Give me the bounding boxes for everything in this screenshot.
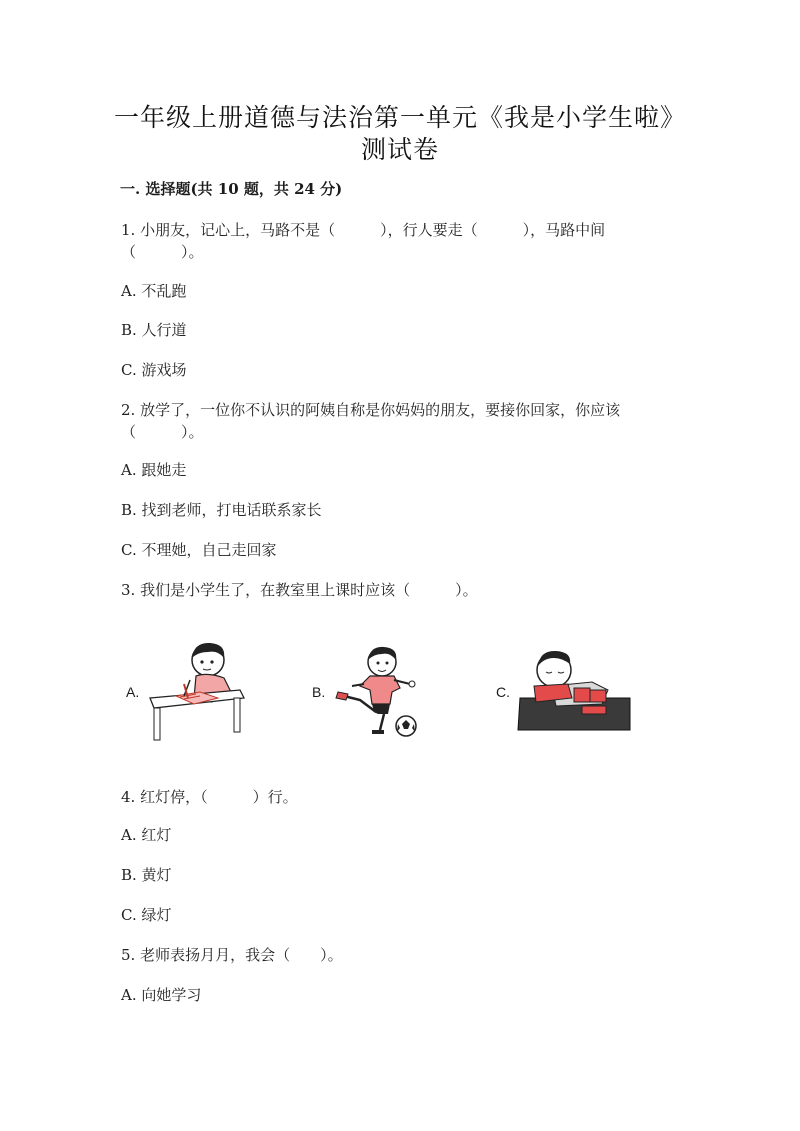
boy-writing-at-desk-illustration[interactable] xyxy=(140,638,250,743)
question-2-option-a[interactable]: A. 跟她走 xyxy=(121,461,187,479)
question-1-option-c[interactable]: C. 游戏场 xyxy=(121,361,187,379)
question-5-stem: 5. 老师表扬月月，我会（ ）。 xyxy=(121,946,343,964)
question-4-stem: 4. 红灯停，（ ）行。 xyxy=(121,788,298,806)
question-4-option-b[interactable]: B. 黄灯 xyxy=(121,866,172,884)
question-1-option-b[interactable]: B. 人行道 xyxy=(121,321,187,339)
question-2-option-b[interactable]: B. 找到老师，打电话联系家长 xyxy=(121,501,322,519)
page-title: 一年级上册道德与法治第一单元《我是小学生啦》 xyxy=(113,103,686,132)
question-2-stem-cont: （ ）。 xyxy=(121,423,204,441)
question-1-stem: 1. 小朋友，记心上，马路不是（ ），行人要走（ ），马路中间 xyxy=(121,221,606,239)
question-2-option-c[interactable]: C. 不理她，自己走回家 xyxy=(121,541,277,559)
question-3-option-c-label[interactable]: C. xyxy=(496,684,510,700)
question-5-option-a[interactable]: A. 向她学习 xyxy=(121,986,202,1004)
question-1-option-a[interactable]: A. 不乱跑 xyxy=(121,282,187,300)
boy-sleeping-on-desk-illustration[interactable] xyxy=(512,640,637,736)
question-3-stem: 3. 我们是小学生了，在教室里上课时应该（ ）。 xyxy=(121,581,478,599)
question-2-stem: 2. 放学了，一位你不认识的阿姨自称是你妈妈的朋友，要接你回家，你应该 xyxy=(121,401,621,419)
question-4-option-a[interactable]: A. 红灯 xyxy=(121,826,172,844)
question-3-option-a-label[interactable]: A. xyxy=(126,684,140,700)
boy-kicking-ball-illustration[interactable] xyxy=(330,642,425,742)
question-4-option-c[interactable]: C. 绿灯 xyxy=(121,906,172,924)
question-3-option-b-label[interactable]: B. xyxy=(312,684,326,700)
page-subtitle: 测试卷 xyxy=(360,135,439,164)
section-heading: 一. 选择题(共 10 题，共 24 分) xyxy=(120,180,343,198)
question-1-stem-cont: （ ）。 xyxy=(121,243,204,261)
